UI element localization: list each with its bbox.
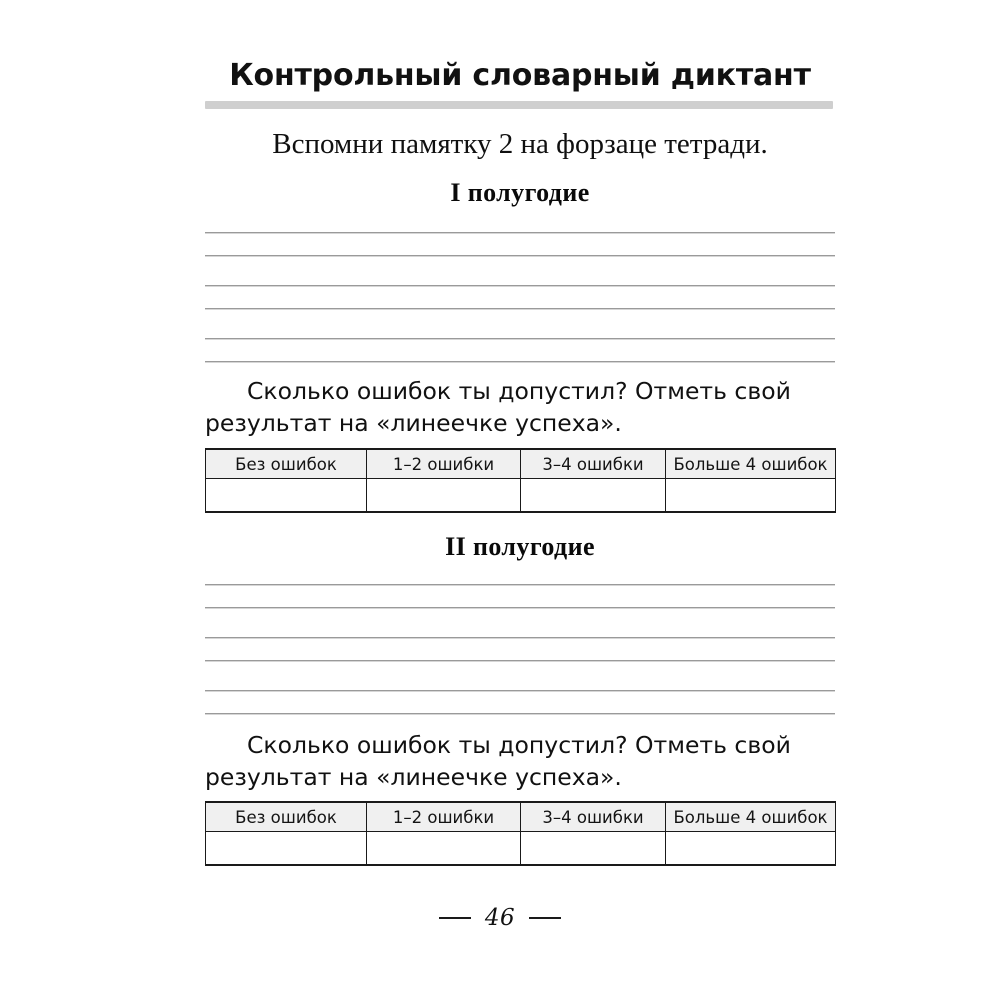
answer-cell[interactable] (206, 832, 367, 866)
answer-cell[interactable] (367, 479, 521, 513)
writing-lines-second-semester (205, 584, 835, 714)
table-header-cell: Без ошибок (206, 802, 367, 832)
page-title: Контрольный словарный диктант (229, 58, 811, 93)
table-row (206, 479, 836, 513)
answer-cell[interactable] (666, 832, 836, 866)
result-table-first-semester (205, 448, 836, 513)
answer-cell[interactable] (521, 832, 666, 866)
page-footer (0, 905, 1000, 931)
footer-dash-left-icon (439, 917, 471, 919)
footer-dash-right-icon (529, 917, 561, 919)
table-header-cell: 1–2 ошибки (367, 449, 521, 479)
answer-cell[interactable] (206, 479, 367, 513)
answer-cell[interactable] (666, 479, 836, 513)
table-row (206, 832, 836, 866)
page-number: 46 (484, 905, 516, 931)
table-header-cell: Больше 4 ошибок (666, 802, 836, 832)
question-text-second-semester (205, 729, 837, 793)
table-header-cell: 1–2 ошибки (367, 802, 521, 832)
writing-lines-first-semester (205, 232, 835, 362)
table-header-cell: Без ошибок (206, 449, 367, 479)
table-header-row (206, 449, 836, 479)
table-header-row (206, 802, 836, 832)
instruction-text: Вспомни памятку 2 на форзаце тетради. (272, 128, 768, 160)
answer-cell[interactable] (521, 479, 666, 513)
question-line-2: результат на «линеечке успеха». (205, 763, 622, 791)
result-table-second-semester (205, 801, 836, 866)
section-heading-second-semester: II полугодие (445, 532, 595, 561)
table-header-cell: 3–4 ошибки (521, 449, 666, 479)
question-line-1: Сколько ошибок ты допустил? Отметь свой (247, 377, 791, 405)
writing-line (205, 361, 835, 362)
title-underline-rule (205, 101, 833, 109)
answer-cell[interactable] (367, 832, 521, 866)
table-header-cell: 3–4 ошибки (521, 802, 666, 832)
question-text-first-semester (205, 375, 837, 439)
writing-line (205, 713, 835, 714)
question-line-1: Сколько ошибок ты допустил? Отметь свой (247, 731, 791, 759)
question-line-2: результат на «линеечке успеха». (205, 409, 622, 437)
section-heading-first-semester: I полугодие (450, 178, 590, 207)
table-header-cell: Больше 4 ошибок (666, 449, 836, 479)
